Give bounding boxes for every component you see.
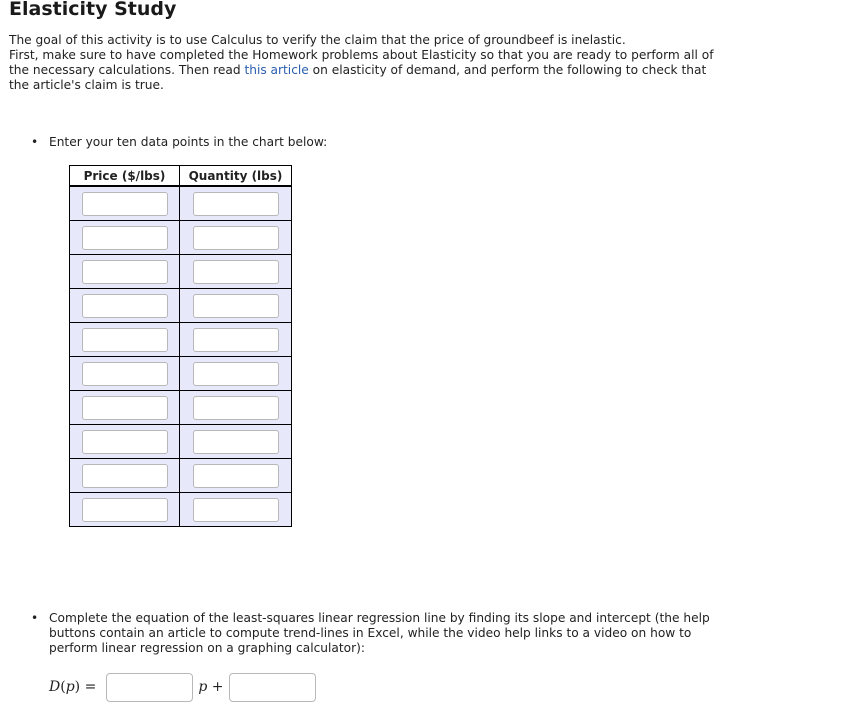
quantity-input[interactable] — [193, 328, 279, 352]
step-2-text: Complete the equation of the least-squares linear regression line by finding its slope and intercept (the help buttons contain an article to compute trend-lines in Excel, while the video help links to a video on how to perform linear regression on a graphing calculator): — [49, 611, 710, 655]
step-1-instruction — [33, 135, 733, 150]
close-paren: ) — [74, 679, 81, 695]
price-input[interactable] — [82, 396, 168, 420]
slope-input[interactable] — [106, 673, 193, 702]
price-cell — [70, 493, 180, 527]
price-input[interactable] — [82, 498, 168, 522]
table-row — [70, 186, 292, 221]
price-cell — [70, 425, 180, 459]
quantity-input[interactable] — [193, 430, 279, 454]
table-row — [70, 459, 292, 493]
price-cell — [70, 357, 180, 391]
open-paren: ( — [60, 679, 66, 695]
quantity-cell — [180, 186, 292, 221]
page-title: Elasticity Study — [9, 0, 177, 20]
step-2-instruction — [33, 611, 713, 656]
quantity-cell — [180, 289, 292, 323]
table-row — [70, 323, 292, 357]
price-input[interactable] — [82, 260, 168, 284]
price-cell — [70, 459, 180, 493]
table-row — [70, 425, 292, 459]
quantity-cell — [180, 221, 292, 255]
price-cell — [70, 323, 180, 357]
quantity-cell — [180, 357, 292, 391]
article-link[interactable]: this article — [244, 63, 309, 77]
price-input[interactable] — [82, 294, 168, 318]
price-input[interactable] — [82, 464, 168, 488]
price-input[interactable] — [82, 192, 168, 216]
price-input[interactable] — [82, 362, 168, 386]
data-points-table — [69, 165, 292, 527]
quantity-input[interactable] — [193, 362, 279, 386]
quantity-column-header: Quantity (lbs) — [180, 166, 292, 187]
intro-text-after-link: on elasticity of demand, and perform the following to check that the article's claim is true. — [9, 63, 707, 92]
quantity-cell — [180, 493, 292, 527]
quantity-cell — [180, 323, 292, 357]
intro-text-before-link: First, make sure to have completed the Homework problems about Elasticity so that you are ready to perform all of the necessary calculations. Then read — [9, 48, 714, 77]
regression-equation — [49, 672, 316, 702]
bullet-dot-icon: • — [31, 135, 39, 149]
intercept-input[interactable] — [229, 673, 316, 702]
table-row — [70, 289, 292, 323]
quantity-cell — [180, 459, 292, 493]
bullet-dot-icon: • — [31, 611, 39, 625]
equals-sign: = — [80, 679, 97, 695]
plus-sign: + — [207, 679, 224, 695]
equation-lhs — [49, 679, 96, 695]
table-body — [70, 186, 292, 527]
quantity-input[interactable] — [193, 498, 279, 522]
table-row — [70, 493, 292, 527]
price-cell — [70, 391, 180, 425]
table-row — [70, 221, 292, 255]
quantity-input[interactable] — [193, 464, 279, 488]
quantity-cell — [180, 391, 292, 425]
function-name: D — [49, 679, 61, 695]
quantity-input[interactable] — [193, 260, 279, 284]
table-row — [70, 357, 292, 391]
quantity-input[interactable] — [193, 192, 279, 216]
price-input[interactable] — [82, 430, 168, 454]
slope-variable: p — [198, 679, 208, 695]
price-input[interactable] — [82, 328, 168, 352]
table-row — [70, 391, 292, 425]
table-row — [70, 255, 292, 289]
quantity-input[interactable] — [193, 226, 279, 250]
price-cell — [70, 221, 180, 255]
intro-paragraph — [9, 33, 729, 93]
price-cell — [70, 186, 180, 221]
table-header-row — [70, 166, 292, 187]
price-column-header: Price ($/lbs) — [70, 166, 180, 187]
equation-mid — [198, 679, 223, 695]
intro-line-1: The goal of this activity is to use Calculus to verify the claim that the price of groundbeef is inelastic. — [9, 33, 626, 47]
quantity-input[interactable] — [193, 396, 279, 420]
intro-line-2 — [9, 48, 729, 93]
quantity-cell — [180, 425, 292, 459]
price-cell — [70, 255, 180, 289]
quantity-input[interactable] — [193, 294, 279, 318]
price-input[interactable] — [82, 226, 168, 250]
quantity-cell — [180, 255, 292, 289]
function-variable: p — [65, 679, 75, 695]
step-1-text: Enter your ten data points in the chart below: — [49, 135, 328, 149]
price-cell — [70, 289, 180, 323]
